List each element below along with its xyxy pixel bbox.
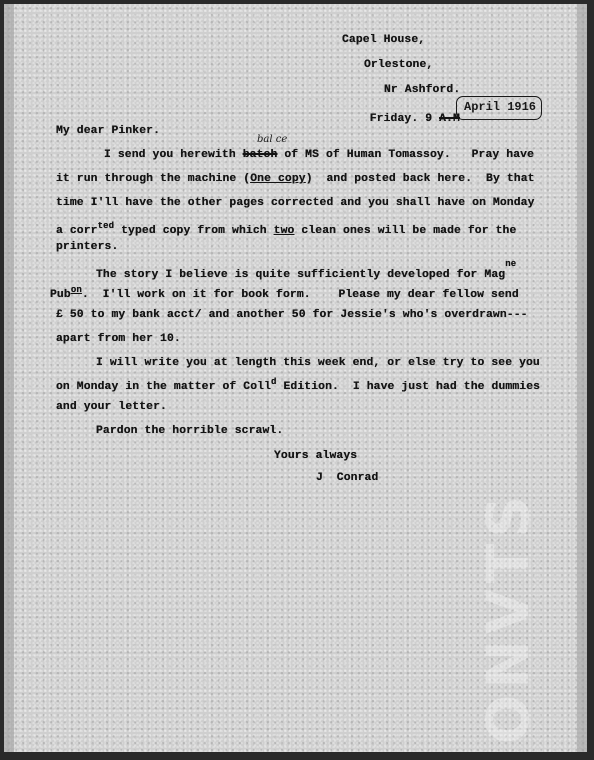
p3-line-1: I will write you at length this week end, or else try to see you — [96, 357, 540, 369]
p1-line-4 — [56, 221, 516, 237]
p1-line-2 — [56, 173, 535, 185]
p2-line-2-a: Pub — [50, 288, 71, 301]
letter-page — [4, 4, 587, 752]
p2-line-2-b: . I'll work on it for book form. Please my dear fellow send — [81, 288, 519, 301]
address-line-3: Nr Ashford. — [384, 84, 461, 96]
address-line-2: Orlestone, — [364, 59, 434, 71]
p3-line-2 — [56, 377, 540, 393]
p4-line: Pardon the horrible scrawl. — [96, 425, 284, 437]
salutation: My dear Pinker. — [56, 125, 161, 137]
p1-line-3: time I'll have the other pages corrected and you shall have on Monday — [56, 197, 535, 209]
signature: J Conrad — [316, 472, 379, 484]
p3-line-3: and your letter. — [56, 401, 167, 413]
date-day: Friday. 9 — [369, 113, 433, 125]
struck-batch: batch — [242, 149, 278, 161]
sup-on: on — [70, 285, 82, 295]
sup-ne: ne — [505, 259, 517, 269]
page-edge-left — [4, 4, 14, 752]
date-handwritten: April 1916 — [464, 100, 537, 114]
p2-line-1 — [96, 259, 517, 281]
p1-line-2-a: it run through the machine ( — [56, 173, 251, 185]
address-line-1: Capel House, — [342, 34, 426, 46]
p1-line-1 — [104, 149, 534, 161]
p1-line-1-a: I send you herewith — [104, 149, 236, 161]
p1-line-4-b: typed copy from which — [114, 224, 274, 237]
p1-line-1-b: of MS of Human Tomassoy. Pray have — [284, 149, 535, 161]
p1-line-4-a: a corr — [56, 224, 98, 237]
page-edge-right — [577, 4, 587, 752]
sup-d: d — [271, 377, 277, 387]
underlined-two: two — [273, 224, 295, 237]
insert-balance: bal ce — [257, 134, 288, 145]
p2-line-2 — [50, 285, 519, 301]
p3-line-2-b: Edition. I have just had the dummies — [276, 380, 541, 393]
p1-line-5: printers. — [56, 241, 119, 253]
sup-ted: ted — [97, 221, 115, 231]
watermark: ONVTS — [474, 489, 542, 744]
p1-line-2-b: ) and posted back here. By that — [305, 173, 535, 185]
p1-line-4-c: clean ones will be made for the — [294, 224, 517, 237]
date-struck: A.M — [439, 113, 460, 125]
date-typed — [342, 101, 460, 137]
closing: Yours always — [274, 450, 358, 462]
p3-line-2-a: on Monday in the matter of Coll — [56, 380, 272, 393]
p2-line-3: £ 50 to my bank acct/ and another 50 for Jessie's who's overdrawn--- — [56, 309, 528, 321]
underlined-one-copy: One copy — [250, 173, 306, 185]
p2-line-1-a: The story I believe is quite sufficiently developed for Mag — [96, 268, 506, 281]
p2-line-4: apart from her 10. — [56, 333, 181, 345]
